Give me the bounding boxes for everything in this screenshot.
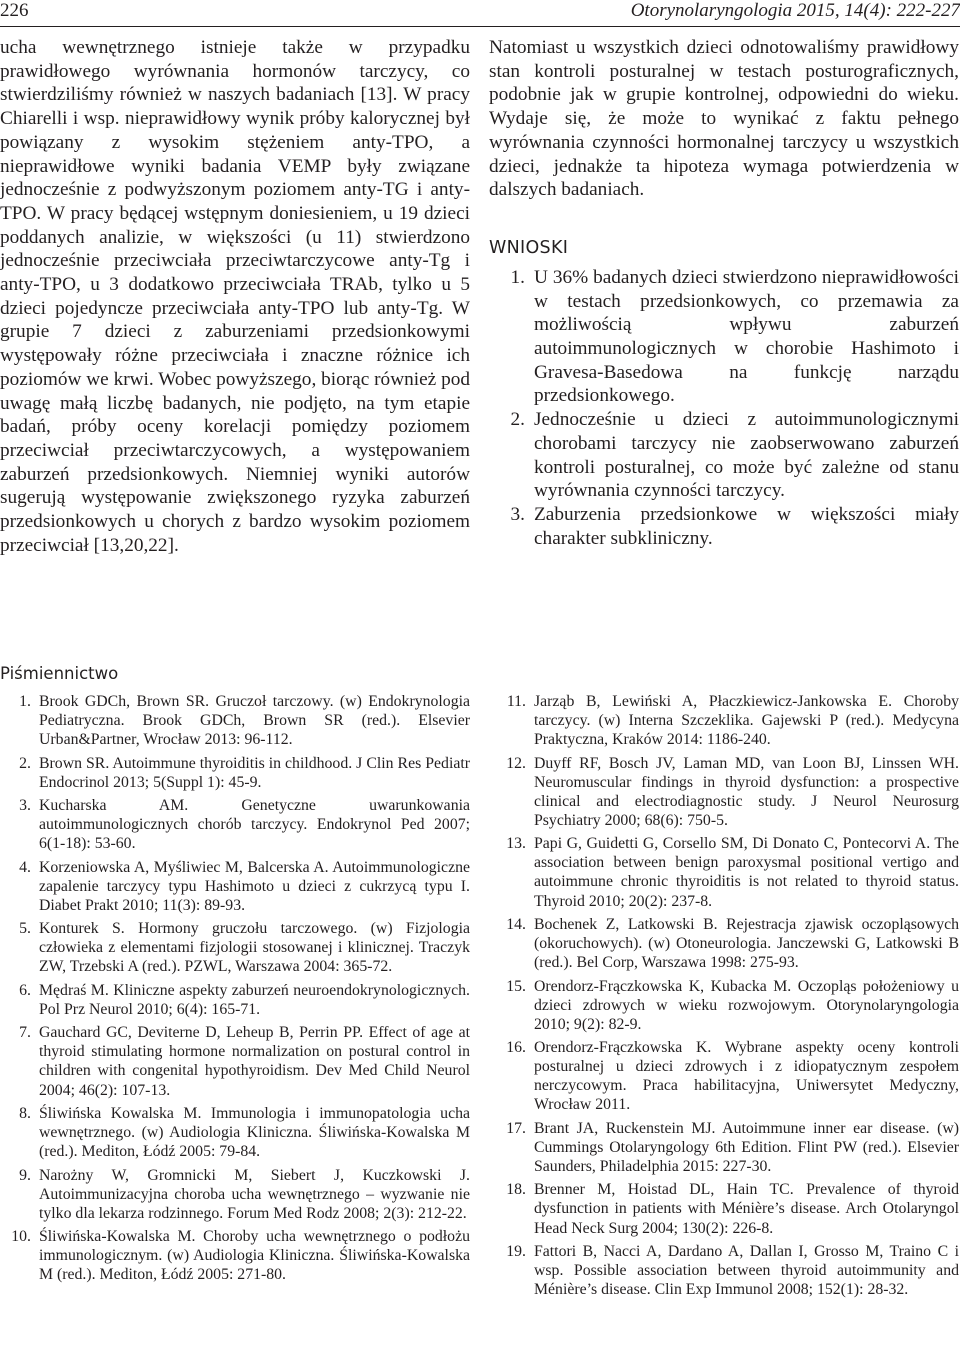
- journal-citation: Otorynolaryngologia 2015, 14(4): 222-227: [630, 0, 960, 21]
- reference-text: Jarząb B, Lewiński A, Płaczkiewicz-Jankowska E. Choroby tarczycy. (w) Interna Szczeklika. Gajewski P (red.). Medycyna Praktyczna, Kraków 2014: 1186-240.: [534, 693, 959, 749]
- reference-number: 12.: [506, 754, 526, 772]
- reference-item: [489, 692, 959, 749]
- right-text-column: [489, 36, 959, 550]
- reference-number: 18.: [506, 1181, 526, 1199]
- reference-item: [489, 1242, 959, 1299]
- reference-number: 5.: [19, 920, 31, 938]
- conclusion-item: [489, 266, 959, 408]
- reference-text: Brook GDCh, Brown SR. Gruczoł tarczowy. (w) Endokrynologia Pediatryczna. Brook GDCh, Brown SR (red.). Elsevier Urban&Partner, Wrocław 2013: 96-112.: [39, 693, 470, 749]
- conclusion-text: Zaburzenia przedsionkowe w większości miały charakter subkliniczny.: [534, 503, 959, 549]
- reference-text: Orendorz-Frączkowska K. Wybrane aspekty oceny kontroli posturalnej u dzieci zdrowych i z idiopatycznym zespołem nerczycowym. Praca habilitacyjna, Uniwersytet Medyczny, Wrocław 2011.: [534, 1039, 959, 1114]
- reference-text: Papi G, Guidetti G, Corsello SM, Di Donato C, Pontecorvi A. The association between benign paroxysmal positional vertigo and autoimmune chronic thyroiditis is not related to thyroid status. Thyroid 2010; 20(2): 237-8.: [534, 835, 959, 910]
- reference-text: Brenner M, Hoistad DL, Hain TC. Prevalence of thyroid dysfunction in patients with Ménière’s disease. Arch Otolaryngol Head Neck Surg 2004; 130(2): 226-8.: [534, 1181, 959, 1237]
- reference-number: 8.: [19, 1104, 31, 1122]
- reference-text: Mędraś M. Kliniczne aspekty zaburzeń neuroendokrynologicznych. Pol Prz Neurol 2010; 6(4): 165-71.: [39, 981, 470, 1018]
- references-list-left: [0, 692, 470, 1289]
- reference-number: 11.: [506, 693, 526, 710]
- reference-text: Konturek S. Hormony gruczołu tarczowego. (w) Fizjologia człowieka z elementami fizjologii stosowanej i klinicznej. Traczyk ZW, Trzebski A (red.). PZWL, Warszawa 2004: 365-72.: [39, 920, 470, 976]
- reference-item: [0, 754, 470, 792]
- reference-number: 13.: [506, 835, 526, 853]
- reference-text: Brown SR. Autoimmune thyroiditis in childhood. J Clin Res Pediatr Endocrinol 2013; 5(Suppl 1): 45-9.: [39, 754, 470, 791]
- reference-text: Śliwińska Kowalska M. Immunologia i immunopatologia ucha wewnętrznego. (w) Audiologia Kliniczna. Śliwińska-Kowalska M (red.). Mediton, Łódź 2005: 79-84.: [39, 1104, 470, 1161]
- conclusion-text: Jednocześnie u dzieci z autoimmunologicznymi chorobami tarczycy nie zaobserwowano zaburzeń kontroli posturalnej, co może być zależne od stanu wyrównania czynności tarczycy.: [534, 409, 959, 502]
- reference-text: Brant JA, Ruckenstein MJ. Autoimmune inner ear disease. (w) Cummings Otolaryngology 6th Edition. Flint PW (red.). Elsevier Saunders, Philadelphia 2015: 227-30.: [534, 1119, 959, 1175]
- reference-number: 3.: [19, 797, 31, 815]
- reference-item: [0, 1227, 470, 1284]
- header-rule: [0, 26, 960, 27]
- reference-item: [489, 1119, 959, 1176]
- reference-item: [0, 981, 470, 1019]
- reference-text: Fattori B, Nacci A, Dardano A, Dallan I, Grosso M, Traino C i wsp. Possible association between thyroid autoimmunity and Ménière’s disease. Clin Exp Immunol 2008; 152(1): 28-32.: [534, 1242, 959, 1299]
- reference-number: 14.: [506, 915, 526, 933]
- reference-item: [0, 796, 470, 853]
- reference-item: [489, 977, 959, 1034]
- reference-number: 17.: [506, 1119, 526, 1137]
- conclusion-text: U 36% badanych dzieci stwierdzono nieprawidłowości w testach przedsionkowych, co przemawia za możliwością wpływu zaburzeń autoimmunologicznych w chorobie Hashimoto i Gravesa-Basedowa na funkcję narządu przedsionkowego.: [534, 266, 959, 407]
- reference-item: [0, 1023, 470, 1099]
- references-list-right: [489, 692, 959, 1303]
- reference-item: [489, 834, 959, 910]
- reference-text: Śliwińska-Kowalska M. Choroby ucha wewnętrznego o podłożu immunologicznym. (w) Audiologia Kliniczna. Śliwińska-Kowalska M (red.). Mediton, Łódź 2005: 271-80.: [39, 1228, 470, 1284]
- reference-text: Korzeniowska A, Myśliwiec M, Balcerska A. Autoimmunologiczne zapalenie tarczycy typu Hashimoto u dzieci z cukrzycą typu I. Diabet Prakt 2010; 11(3): 89-93.: [39, 858, 470, 914]
- reference-item: [489, 915, 959, 972]
- page-number: 226: [0, 0, 29, 21]
- reference-number: 19.: [506, 1242, 526, 1260]
- reference-text: Narożny W, Gromnicki M, Siebert J, Kuczkowski J. Autoimmunizacyjna choroba ucha wewnętrznego – wyzwanie nie tylko dla lekarza rodzinnego. Forum Med Rodz 2008; 2(3): 212-22.: [39, 1166, 470, 1222]
- conclusion-number: 1.: [510, 266, 525, 288]
- conclusion-number: 2.: [510, 409, 525, 431]
- reference-item: [0, 919, 470, 976]
- reference-text: Kucharska AM. Genetyczne uwarunkowania autoimmunologicznych chorób tarczycy. Endokrynol Ped 2007; 6(1-18): 53-60.: [39, 797, 470, 853]
- reference-item: [489, 754, 959, 830]
- reference-text: Orendorz-Frączkowska K, Kubacka M. Oczopląs położeniowy u dzieci zdrowych w wieku rozwojowym. Otorynolaryngologia 2010; 9(2): 82-9.: [534, 977, 959, 1033]
- running-header: [0, 0, 960, 26]
- discussion-paragraph: ucha wewnętrznego istnieje także w przypadku prawidłowego wyrównania hormonów tarczycy, co stwierdziliśmy również w naszych badaniach [13]. W pracy Chiarelli i wsp. nieprawidłowy wynik próby kalorycznej był powiązany z wysokim stężeniem anty-TPO, a nieprawidłowe wyniki badania VEMP były związane jednocześnie z podwyższonym poziomem anty-TG i anty-TPO. W pracy będącej wstępnym doniesieniem, u 19 dzieci poddanych analizie, w większości (u 11) stwierdzono jednocześnie przeciwciała przeciwtarczycowe anty-Tg i anty-TPO, u 3 dodatkowo przeciwciała TRAb, tylko u 5 dzieci pojedyncze przeciwciała anty-TPO lub anty-Tg. W grupie 7 dzieci z zaburzeniami przedsionkowymi występowały różne przeciwciała i znaczne różnice ich poziomów we krwi. Wobec powyższego, biorąc również pod uwagę małą liczbę badanych, nie podjęto, na tym etapie badań, próby oceny korelacji pomiędzy poziomem przeciwciał przeciwtarczycowych, a występowaniem zaburzeń przedsionkowych. Niemniej wyniki autorów sugerują występowanie zwiększonego ryzyka zaburzeń przedsionkowych u chorych z bardzo wysokim poziomem przeciwciał [13,20,22].: [0, 37, 470, 556]
- reference-text: Gauchard GC, Deviterne D, Leheup B, Perrin PP. Effect of age at thyroid stimulating hormone normalization on postural control in children with congenital hypothyroidism. Dev Med Child Neurol 2004; 46(2): 107-13.: [39, 1024, 470, 1099]
- discussion-paragraph-continued: Natomiast u wszystkich dzieci odnotowaliśmy prawidłowy stan kontroli posturalnej w testach posturograficznych, podobnie jak w grupie kontrolnej, odpowiedni do wieku. Wydaje się, że może to wynikać z faktu pełnego wyrównania czynności hormonalnej tarczycy u wszystkich dzieci, jednakże ta hipoteza wymaga potwierdzenia w dalszych badaniach.: [489, 37, 959, 201]
- conclusion-item: [489, 408, 959, 503]
- references-heading: Piśmiennictwo: [0, 664, 119, 683]
- reference-number: 9.: [19, 1166, 31, 1184]
- reference-text: Bochenek Z, Latkowski B. Rejestracja zjawisk oczopląsowych (okoruchowych). (w) Otoneurologia. Janczewski G, Latkowski B (red.). Bel Corp, Warszawa 1998: 275-93.: [534, 915, 959, 972]
- reference-number: 10.: [11, 1228, 31, 1246]
- reference-number: 1.: [19, 693, 31, 710]
- reference-number: 15.: [506, 977, 526, 995]
- reference-number: 2.: [19, 754, 31, 772]
- reference-item: [489, 1180, 959, 1237]
- reference-item: [0, 692, 470, 749]
- reference-item: [0, 858, 470, 915]
- conclusions-list: [489, 266, 959, 550]
- reference-text: Duyff RF, Bosch JV, Laman MD, van Loon BJ, Linssen WH. Neuromuscular findings in thyroid dysfunction: a prospective clinical and electrodiagnostic study. J Neurol Neurosurg Psychiatry 2000; 68(6): 750-5.: [534, 754, 959, 829]
- conclusion-number: 3.: [510, 503, 525, 525]
- left-text-column: [0, 36, 470, 557]
- reference-item: [489, 1038, 959, 1114]
- conclusions-heading: WNIOSKI: [489, 237, 569, 258]
- reference-number: 7.: [19, 1024, 31, 1042]
- reference-number: 4.: [19, 858, 31, 876]
- conclusion-item: [489, 503, 959, 550]
- reference-number: 6.: [19, 981, 31, 999]
- reference-item: [0, 1166, 470, 1223]
- reference-item: [0, 1104, 470, 1161]
- reference-number: 16.: [506, 1039, 526, 1057]
